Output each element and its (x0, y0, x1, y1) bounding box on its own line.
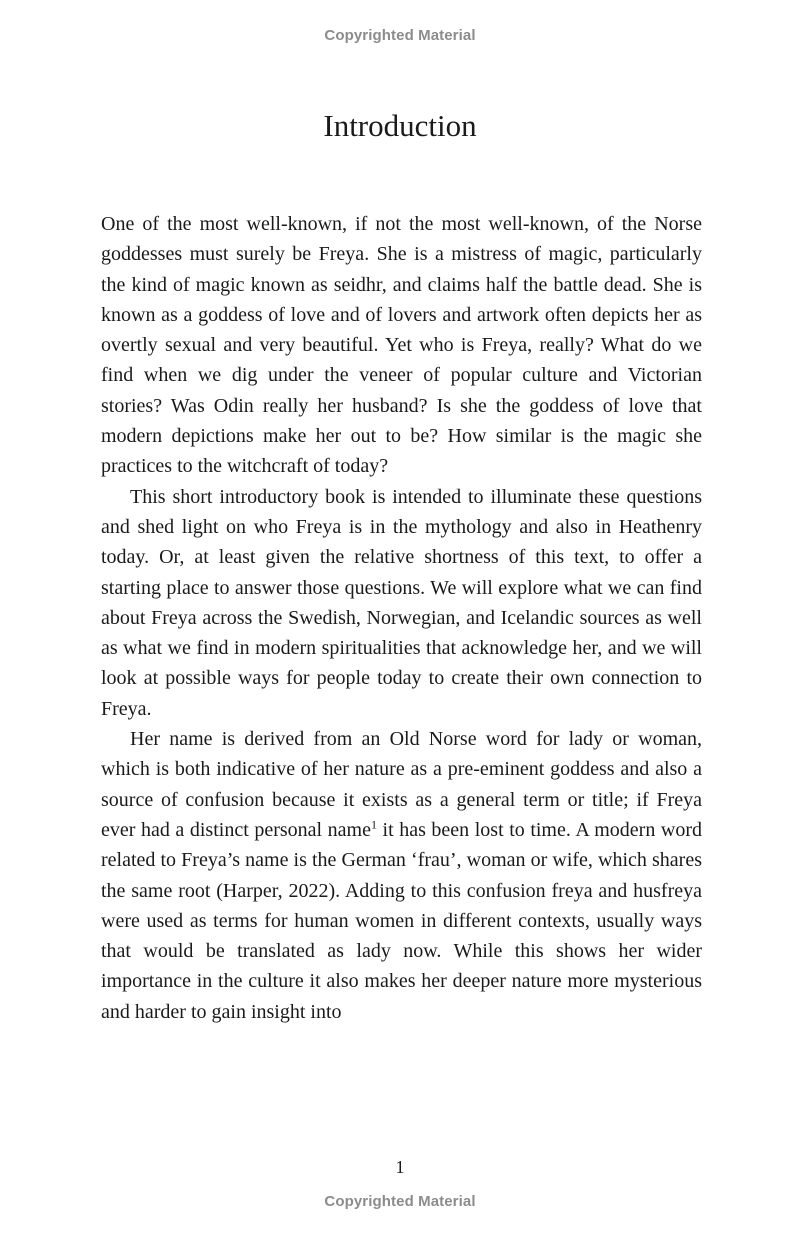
paragraph-3-text-before-footnote: Her name is derived from an Old Norse word for lady or woman, which is both indicative of her nature as a pre-eminent goddess and also a source of confusion because it exists as a general term or title; if Freya ever had a distinct personal name (101, 728, 702, 841)
paragraph-3 (101, 724, 702, 1027)
paragraph-2: This short introductory book is intended to illuminate these questions and shed light on who Freya is in the mythology and also in Heathenry today. Or, at least given the relative shortness of this text, to offer a starting place to answer those questions. We will explore what we can find about Freya across the Swedish, Norwegian, and Icelandic sources as well as what we find in modern spiritualities that acknowledge her, and we will look at possible ways for people today to create their own connection to Freya. (101, 485, 702, 720)
page-number: 1 (395, 1157, 405, 1177)
footnote-marker[interactable]: 1 (370, 817, 377, 832)
chapter-title: Introduction (323, 108, 477, 143)
paragraph-1: One of the most well-known, if not the most well-known, of the Norse goddesses must surely be Freya. She is a mistress of magic, particularly the kind of magic known as seidhr, and claims half the battle dead. She is known as a goddess of love and of lovers and artwork often depicts her as overtly sexual and very beautiful. Yet who is Freya, really? What do we find when we dig under the veneer of popular culture and Victorian stories? Was Odin really her husband? Is she the goddess of love that modern depictions make her out to be? How similar is the magic she practices to the witchcraft of today? (101, 213, 702, 478)
paragraph-3-text-after-footnote: it has been lost to time. A modern word related to Freya’s name is the German ‘frau’, woman or wife, which shares the same root (Harper, 2022). Adding to this confusion freya and husfreya were used as terms for human women in different contexts, usually ways that would be translated as lady now. While this shows her wider importance in the culture it also makes her deeper nature more mysterious and harder to gain insight into (101, 818, 702, 1023)
copyright-watermark-bottom: Copyrighted Material (324, 1193, 476, 1210)
copyright-watermark-top: Copyrighted Material (324, 27, 476, 44)
body-text (101, 209, 702, 1027)
